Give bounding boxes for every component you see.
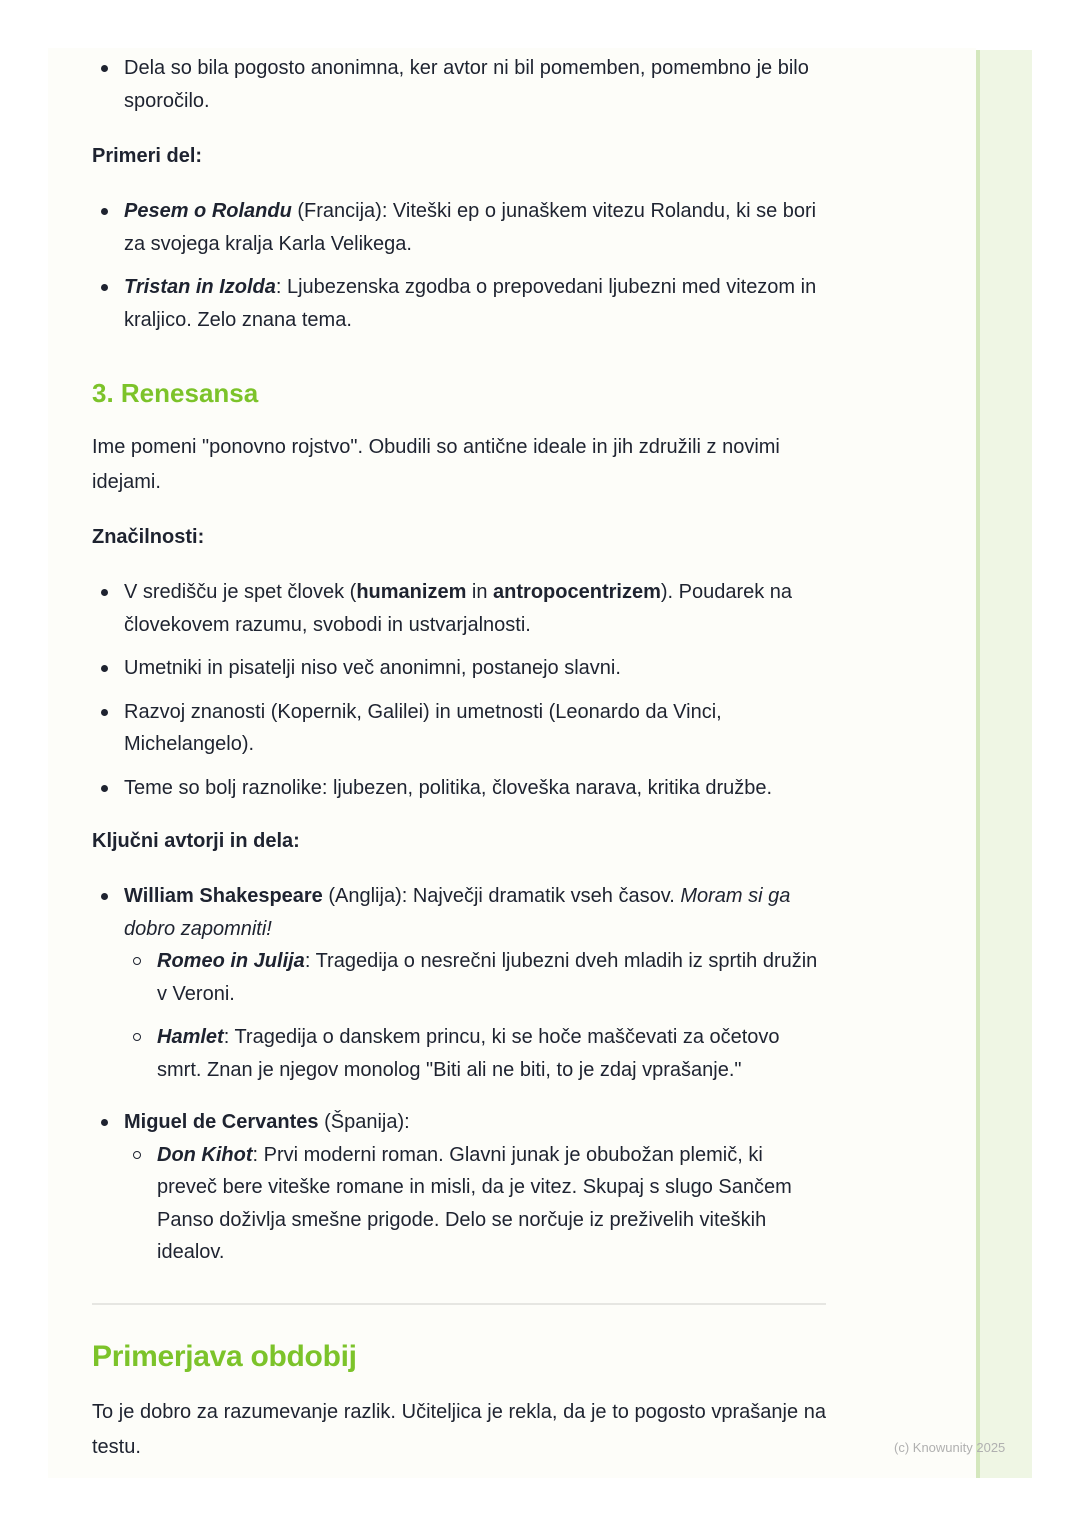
author-item [92,880,826,1086]
term-antropocentrizem: antropocentrizem [493,581,661,603]
copyright-watermark: (c) Knowunity 2025 [894,1440,1006,1455]
section-intro: Ime pomeni "ponovno rojstvo". Obudili so antične ideale in jih združili z novimi idejami. [92,436,780,493]
work-description: : Prvi moderni roman. Glavni junak je obubožan plemič, ki preveč bere viteške romane in misli, da je vitez. Skupaj s slugo Sančem Panso doživlja smešne prigode. Delo se norčuje iz preživelih viteških idealov. [157,1143,792,1263]
authors-label: Ključni avtorji in dela: [92,830,300,852]
section-divider [92,1303,826,1305]
work-item [124,1021,826,1086]
list-item [92,271,826,336]
list-item [92,195,826,260]
work-description: : Tragedija o nesrečni ljubezni dveh mladih iz sprtih družin v Veroni. [157,950,818,1005]
work-description: : Ljubezenska zgodba o prepovedani ljubezni med vitezom in kraljico. Zelo znana tema. [124,276,817,331]
work-description: : Tragedija o danskem princu, ki se hoče maščevati za očetovo smrt. Znan je njegov monolog "Biti ali ne biti, to je zdaj vprašanje." [157,1026,780,1081]
list-item: Teme so bolj raznolike: ljubezen, politika, človeška narava, kritika družbe. [92,772,826,805]
work-title: Don Kihot [157,1143,253,1166]
list-item: Umetniki in pisatelji niso več anonimni, postanejo slavni. [92,652,826,685]
work-title: Romeo in Julija [157,950,305,972]
feature-text: V središču je spet človek ( [124,581,357,603]
works-list [124,1139,826,1269]
author-description: (Anglija): Največji dramatik vseh časov. [322,885,681,907]
section-heading-renesansa: 3. Renesansa [92,378,259,408]
author-name: Miguel de Cervantes [124,1111,319,1133]
works-list [124,945,826,1086]
author-name: William Shakespeare [124,885,323,907]
feature-text: in [466,581,494,603]
side-accent-strip [976,50,1032,1478]
work-title: Pesem o Rolandu [124,200,292,222]
author-note: Moram si ga dobro zapomniti! [124,885,791,940]
list-item: Razvoj znanosti (Kopernik, Galilei) in umetnosti (Leonardo da Vinci, Michelangelo). [92,696,826,761]
intro-list [92,52,826,117]
author-item [92,1106,826,1269]
features-list [92,576,826,804]
features-label: Značilnosti: [92,526,205,548]
work-description: (Francija): Viteški ep o junaškem vitezu Rolandu, ki se bori za svojega kralja Karla Velikega. [124,200,817,255]
list-item [92,52,826,117]
list-item-text: Dela so bila pogosto anonimna, ker avtor ni bil pomemben, pomembno je bilo sporočilo. [124,57,809,112]
comparison-text: To je dobro za razumevanje razlik. Učiteljica je rekla, da je to pogosto vprašanje na testu. [92,1400,826,1458]
list-item [92,576,826,641]
examples-list [92,195,826,336]
work-title: Tristan in Izolda [124,276,276,298]
work-item [124,1139,826,1269]
work-item [124,945,826,1010]
document-content [92,52,826,1465]
author-description: (Španija): [318,1111,410,1133]
section-heading-primerjava: Primerjava obdobij [92,1339,357,1373]
term-humanizem: humanizem [356,581,467,603]
examples-label: Primeri del: [92,145,203,167]
feature-text: ). Poudarek na človekovem razumu, svobodi in ustvarjalnosti. [124,581,793,636]
work-title: Hamlet [157,1026,224,1048]
authors-list [92,880,826,1269]
